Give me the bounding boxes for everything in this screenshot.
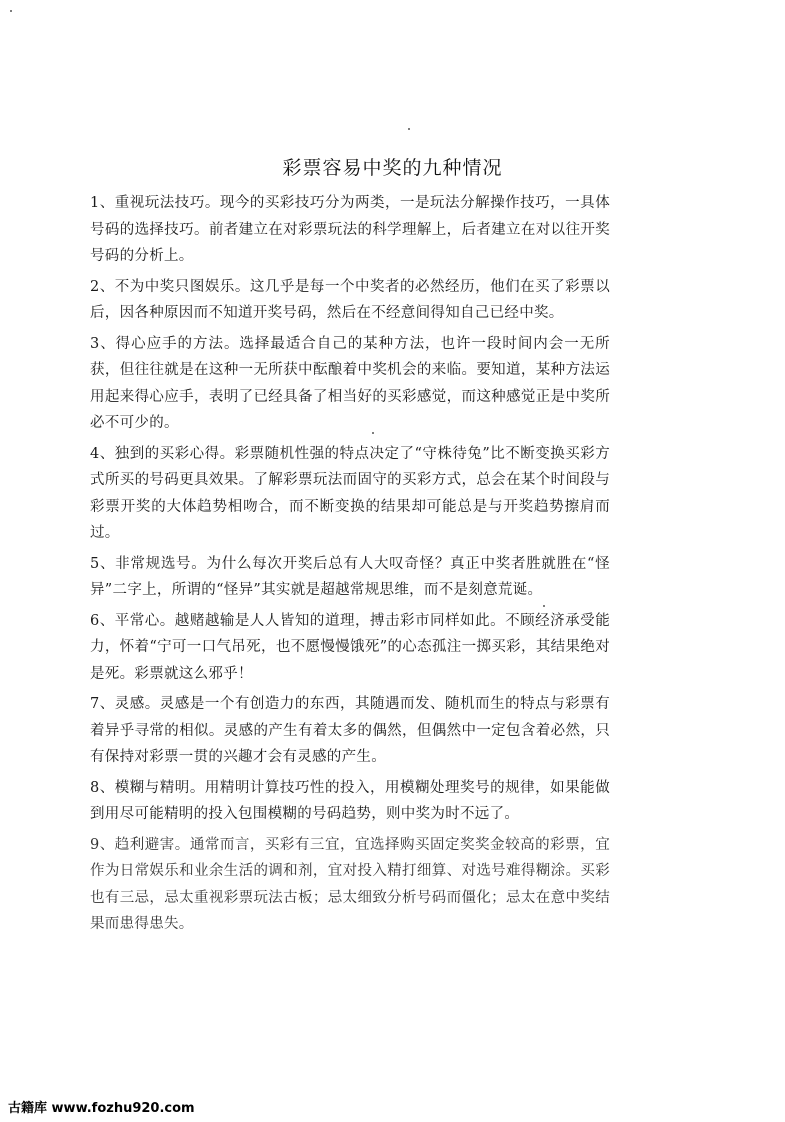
paragraph-9: 9、趋利避害。通常而言，买彩有三宜，宜选择购买固定奖奖金较高的彩票，宜作为日常娱乐和业余生活的调和剂，宜对投入精打细算、对选号难得糊涂。买彩也有三忌，忌太重视彩票玩法古板；忌太细致分析号码而僵化；忌太在意中奖结果而患得患失。 [90,836,610,932]
document-title: 彩票容易中奖的九种情况 [282,157,503,179]
paragraph-8: 8、模糊与精明。用精明计算技巧性的投入，用模糊处理奖号的规律，如果能做到用尽可能精明的投入包围模糊的号码趋势，则中奖为时不远了。 [90,779,610,822]
scan-speck [10,10,12,12]
paragraph-1: 1、重视玩法技巧。现今的买彩技巧分为两类，一是玩法分解操作技巧，一具体号码的选择技巧。前者建立在对彩票玩法的科学理解上，后者建立在对以往开奖号码的分析上。 [90,195,610,264]
paragraph-5: 5、非常规选号。为什么每次开奖后总有人大叹奇怪？真正中奖者胜就胜在“怪异”二字上，所谓的“怪异”其实就是超越常规思维，而不是刻意荒诞。 [90,555,610,598]
footer-url[interactable]: www.fozhu920.com [51,1101,195,1116]
scan-speck [372,432,374,434]
paragraph-7: 7、灵感。灵感是一个有创造力的东西，其随遇而发、随机而生的特点与彩票有着异乎寻常的相似。灵感的产生有着太多的偶然，但偶然中一定包含着必然，只有保持对彩票一贯的兴趣才会有灵感的产生。 [90,696,610,765]
paragraph-3: 3、得心应手的方法。选择最适合自己的某种方法，也许一段时间内会一无所获，但往往就是在这种一无所获中酝酿着中奖机会的来临。要知道，某种方法运用起来得心应手，表明了已经具备了相当好的买彩感觉，而这种感觉正是中奖所必不可少的。 [90,335,610,431]
paragraph-2: 2、不为中奖只图娱乐。这几乎是每一个中奖者的必然经历，他们在买了彩票以后，因各种原因而不知道开奖号码，然后在不经意间得知自己已经中奖。 [90,278,610,321]
paragraph-4: 4、独到的买彩心得。彩票随机性强的特点决定了“守株待兔”比不断变换买彩方式所买的号码更具效果。了解彩票玩法而固守的买彩方式，总会在某个时间段与彩票开奖的大体趋势相吻合，而不断变换的结果却可能总是与开奖趋势擦肩而过。 [90,445,610,541]
scan-speck [408,128,410,130]
paragraph-6: 6、平常心。越赌越输是人人皆知的道理，搏击彩市同样如此。不顾经济承受能力，怀着“宁可一口气吊死，也不愿慢慢饿死”的心态孤注一掷买彩，其结果绝对是死。彩票就这么邪乎！ [90,612,610,682]
scan-speck [543,605,545,607]
footer-site-name: 古籍库 [8,1101,48,1116]
document-body [90,190,610,942]
site-footer [8,1097,195,1116]
